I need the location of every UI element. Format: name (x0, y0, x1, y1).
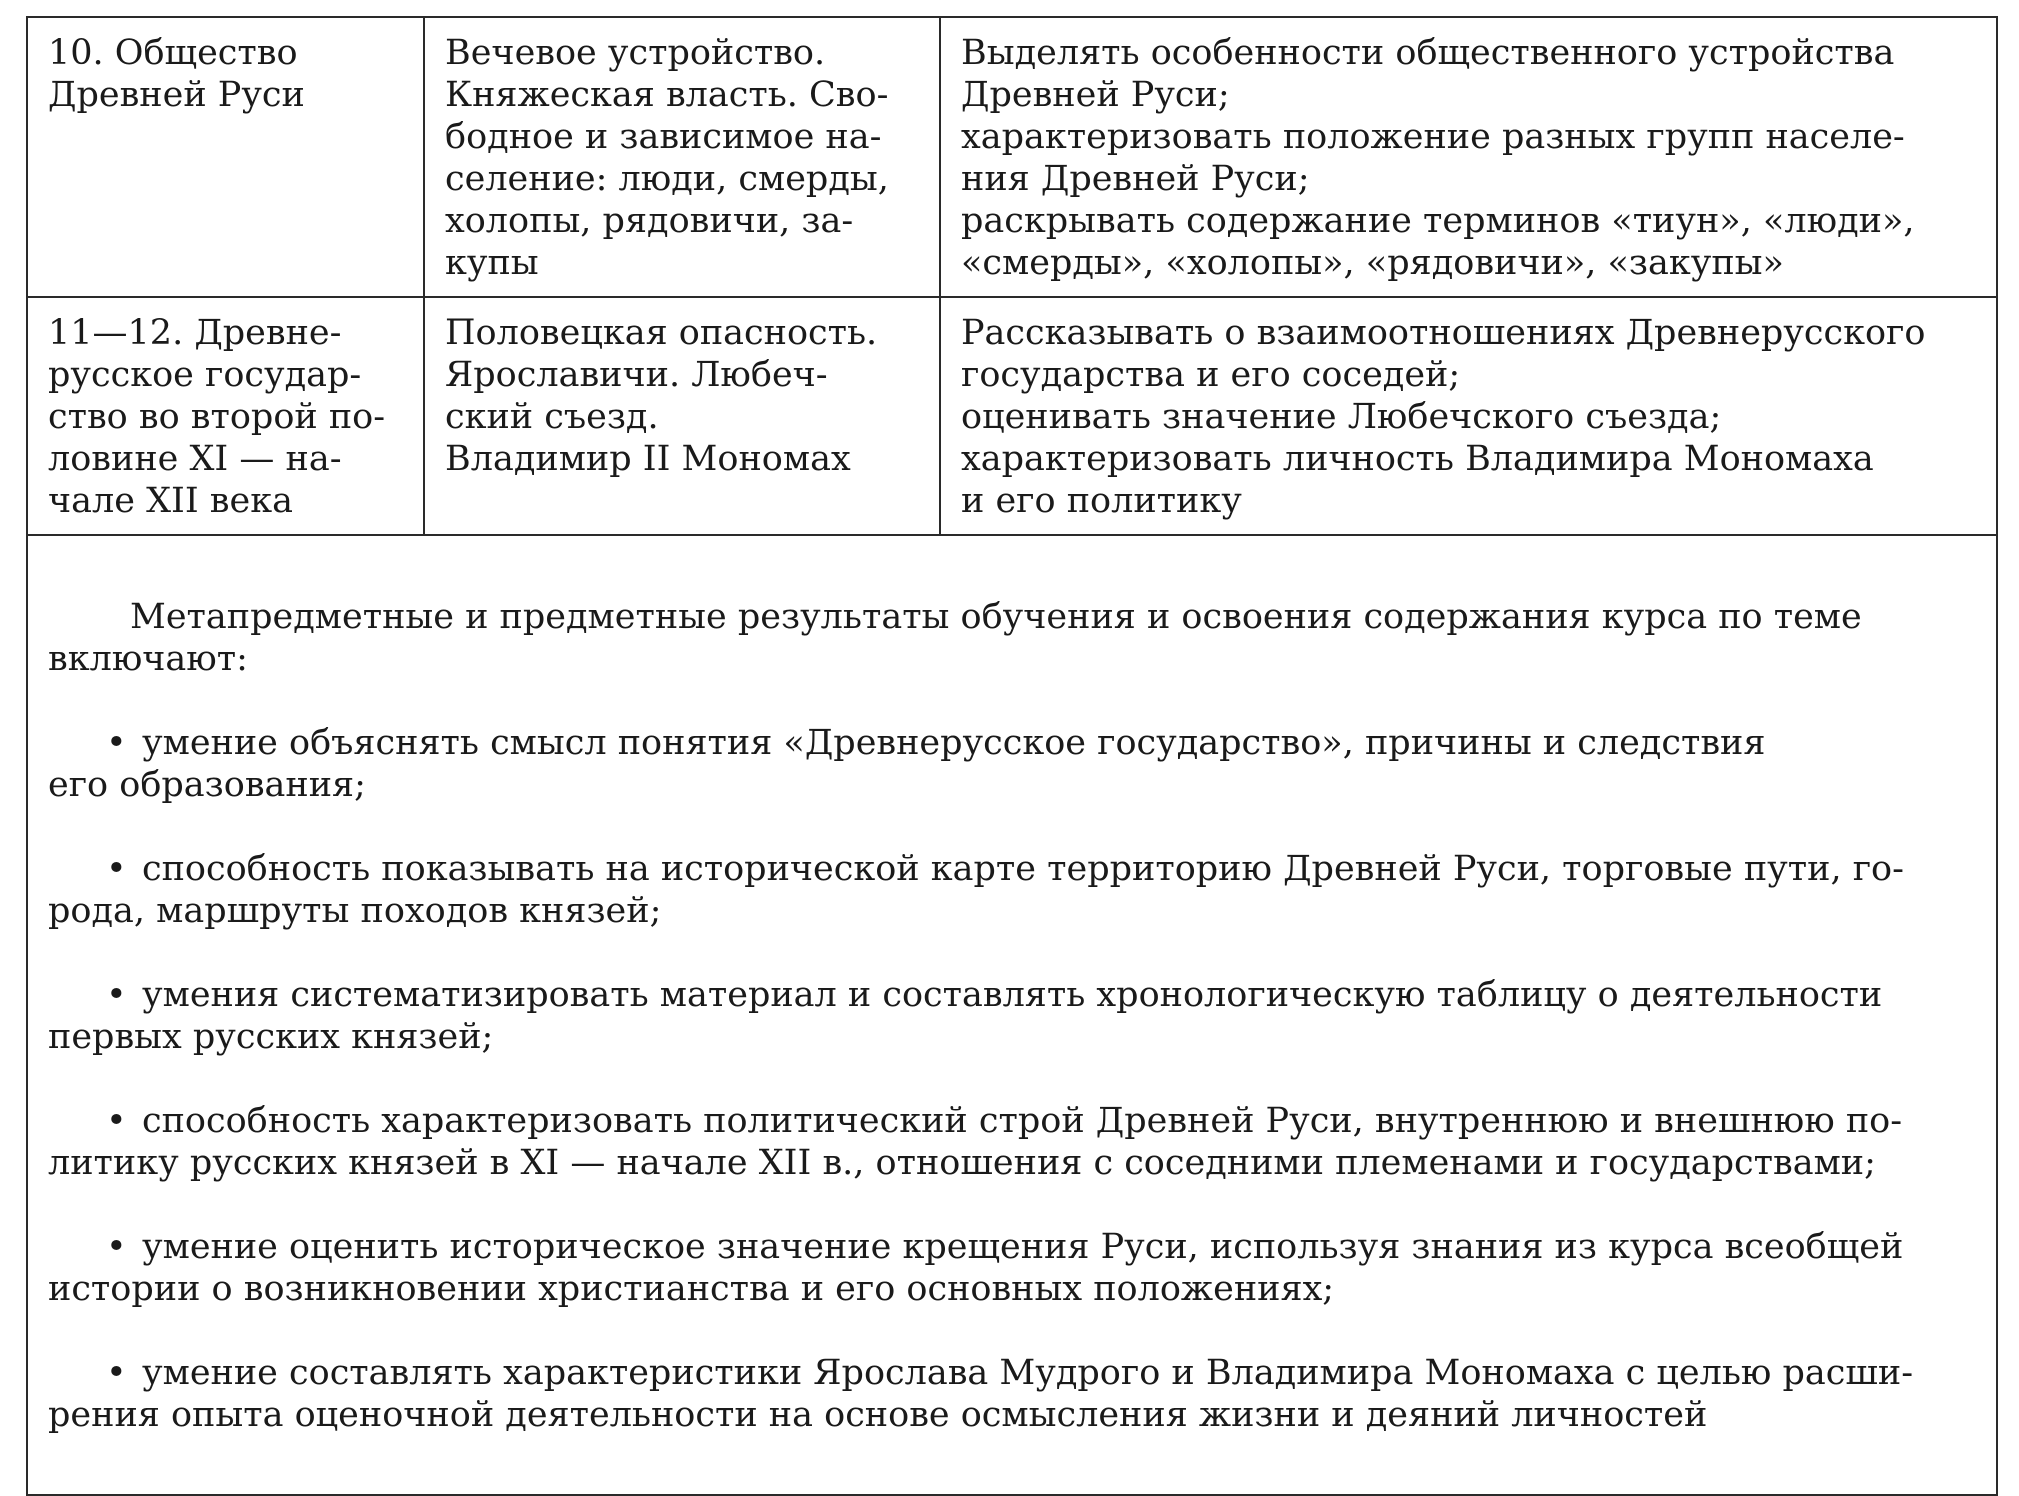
list-item-text: умение составлять характеристики Ярослава Мудрого и Владимира Мономаха с целью расши- рения опыта оценочной деятельности на основе осмысления жизни и деяний личностей (48, 1353, 1914, 1435)
table-row (27, 17, 1997, 297)
learning-outcomes-cell (27, 535, 1997, 1495)
bullet-icon: • (106, 1101, 127, 1141)
content-cell: Вечевое устройство. Княжеская власть. Сво- бодное и зависимое на- селение: люди, смерды, холопы, рядовичи, за- купы (424, 17, 940, 297)
list-item-text: умение оценить историческое значение крещения Руси, используя знания из курса всеобщей истории о возникновении христианства и его основных положениях; (48, 1227, 1904, 1309)
list-item (48, 848, 1976, 932)
list-item (48, 1352, 1976, 1436)
bullet-icon: • (106, 849, 127, 889)
list-item-text: умение объяснять смысл понятия «Древнерусское государство», причины и следствия его образования; (48, 723, 1766, 805)
curriculum-table (26, 16, 1998, 1496)
outcomes-intro: Метапредметные и предметные результаты обучения и освоения содержания курса по теме включают: (48, 597, 1862, 679)
list-item (48, 1100, 1976, 1184)
activities-cell: Выделять особенности общественного устройства Древней Руси; характеризовать положение разных групп населе- ния Древней Руси; раскрывать содержание терминов «тиун», «люди», «смерды», «холопы», «рядовичи», «закупы» (940, 17, 1997, 297)
activities-cell: Рассказывать о взаимоотношениях Древнерусского государства и его соседей; оценивать значение Любечского съезда; характеризовать личность Владимира Мономаха и его политику (940, 297, 1997, 535)
bullet-icon: • (106, 1227, 127, 1267)
bullet-icon: • (106, 723, 127, 763)
list-item (48, 1226, 1976, 1310)
list-item-text: способность характеризовать политический строй Древней Руси, внутреннюю и внешнюю по- литику русских князей в XI — начале XII в., отношения с соседними племенами и государствами; (48, 1101, 1903, 1183)
topic-cell: 11—12. Древне- русское государ- ство во второй по- ловине XI — на- чале XII века (27, 297, 424, 535)
bullet-icon: • (106, 1353, 127, 1393)
bullet-icon: • (106, 975, 127, 1015)
summary-row (27, 535, 1997, 1495)
list-item-text: умения систематизировать материал и составлять хронологическую таблицу о деятельности первых русских князей; (48, 975, 1883, 1057)
topic-cell: 10. Общество Древней Руси (27, 17, 424, 297)
list-item (48, 974, 1976, 1058)
list-item-text: способность показывать на исторической карте территорию Древней Руси, торговые пути, го- рода, маршруты походов князей; (48, 849, 1904, 931)
list-item (48, 722, 1976, 806)
table-row (27, 297, 1997, 535)
content-cell: Половецкая опасность. Ярославичи. Любеч- ский съезд. Владимир II Мономах (424, 297, 940, 535)
